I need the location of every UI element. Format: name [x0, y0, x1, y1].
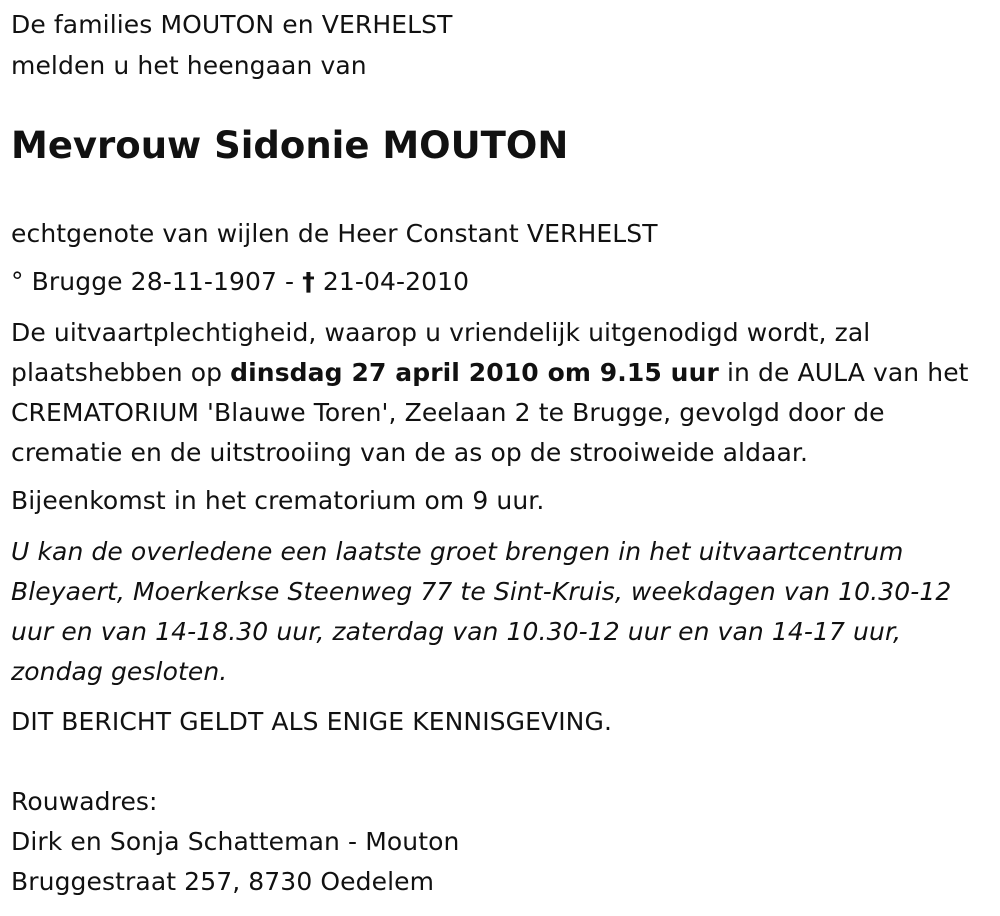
ceremony-line-4: crematie en de uitstrooiing van de as op de strooiweide aldaar.	[11, 438, 809, 467]
spouse-line: echtgenote van wijlen de Heer Constant VERHELST	[11, 219, 658, 248]
deceased-name: Mevrouw Sidonie MOUTON	[11, 124, 569, 167]
death-date: 21-04-2010	[314, 267, 470, 296]
visitation-line-4: zondag gesloten.	[11, 657, 228, 686]
address-label: Rouwadres:	[11, 787, 158, 816]
notice-line: DIT BERICHT GELDT ALS ENIGE KENNISGEVING.	[11, 707, 612, 736]
ceremony-datetime: dinsdag 27 april 2010 om 9.15 uur	[230, 358, 719, 387]
visitation-line-1: U kan de overledene een laatste groet brengen in het uitvaartcentrum	[11, 537, 904, 566]
address-names: Dirk en Sonja Schatteman - Mouton	[11, 827, 460, 856]
intro-line-1: De families MOUTON en VERHELST	[11, 10, 453, 39]
ceremony-line-1: De uitvaartplechtigheid, waarop u vriendelijk uitgenodigd wordt, zal	[11, 318, 871, 347]
ceremony-line-2-post: in de AULA van het	[718, 358, 969, 387]
address-street: Bruggestraat 257, 8730 Oedelem	[11, 867, 435, 896]
ceremony-line-3: CREMATORIUM 'Blauwe Toren', Zeelaan 2 te Brugge, gevolgd door de	[11, 398, 885, 427]
ceremony-line-2	[11, 353, 969, 393]
intro-line-2: melden u het heengaan van	[11, 51, 367, 80]
visitation-line-2: Bleyaert, Moerkerkse Steenweg 77 te Sint-Kruis, weekdagen van 10.30-12	[11, 577, 952, 606]
cross-icon: †	[302, 267, 315, 296]
gathering-line: Bijeenkomst in het crematorium om 9 uur.	[11, 486, 545, 515]
visitation-line-3: uur en van 14-18.30 uur, zaterdag van 10.30-12 uur en van 14-17 uur,	[11, 617, 902, 646]
ceremony-line-2-pre: plaatshebben op	[11, 358, 231, 387]
birth-info: ° Brugge 28-11-1907 -	[11, 267, 303, 296]
life-dates	[11, 262, 469, 302]
